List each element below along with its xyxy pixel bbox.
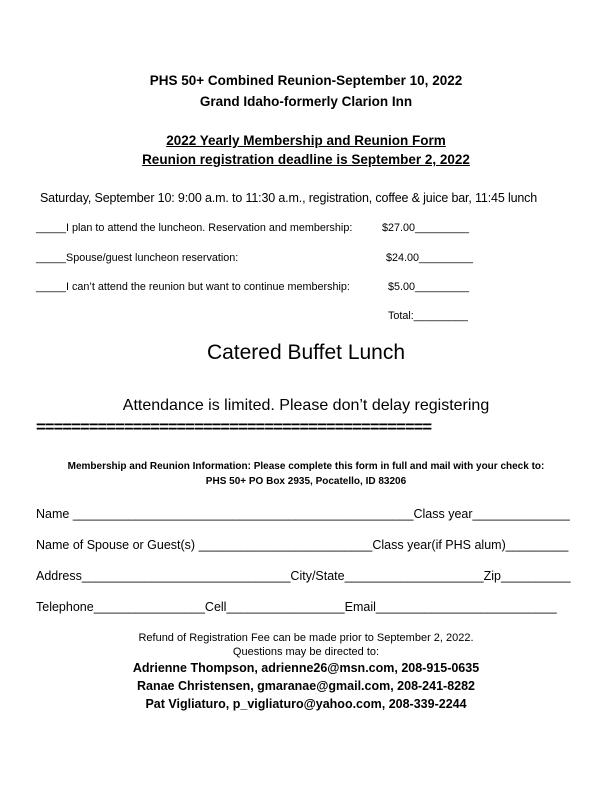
refund-note: Refund of Registration Fee can be made prior to September 2, 2022. <box>138 632 474 644</box>
mail-address: PHS 50+ PO Box 2935, Pocatello, ID 83206 <box>205 476 407 487</box>
form-title-line-1: 2022 Yearly Membership and Reunion Form <box>166 133 446 148</box>
header-line-2: Grand Idaho-formerly Clarion Inn <box>199 94 413 109</box>
contact-pat: Pat Vigliaturo, p_vigliaturo@yahoo.com, 208-339-2244 <box>145 697 467 711</box>
total-line: Total:_________ <box>388 310 468 322</box>
address-field[interactable]: Address______________________________City/State____________________Zip__________ <box>36 569 571 583</box>
divider: ============================================= <box>36 419 432 436</box>
contact-ranae: Ranae Christensen, gmaranae@gmail.com, 208-241-8282 <box>136 679 476 693</box>
spouse-guest-field[interactable]: Name of Spouse or Guest(s) _________________________Class year(if PHS alum)_________ <box>36 538 569 552</box>
contact-adrienne: Adrienne Thompson, adrienne26@msn.com, 208-915-0635 <box>132 661 480 675</box>
schedule-text: Saturday, September 10: 9:00 a.m. to 11:30 a.m., registration, coffee & juice bar, 11:45 lunch <box>40 191 538 205</box>
form-title-line-2: Reunion registration deadline is September 2, 2022 <box>142 152 470 167</box>
price-luncheon: $27.00_________ <box>382 222 470 234</box>
price-spouse-guest: $24.00_________ <box>386 252 474 264</box>
attendance-notice: Attendance is limited. Please don’t delay registering <box>122 397 490 414</box>
header-line-1: PHS 50+ Combined Reunion-September 10, 2022 <box>149 73 463 88</box>
questions-note: Questions may be directed to: <box>232 646 380 658</box>
buffet-heading: Catered Buffet Lunch <box>206 341 406 364</box>
option-spouse-guest: _____Spouse/guest luncheon reservation: <box>36 252 239 264</box>
price-membership-only: $5.00_________ <box>388 281 470 293</box>
option-membership-only: _____I can’t attend the reunion but want to continue membership: <box>36 281 350 293</box>
telephone-field[interactable]: Telephone________________Cell_________________Email__________________________ <box>36 600 557 614</box>
name-field[interactable]: Name _________________________________________________Class year______________ <box>36 507 570 521</box>
mail-info-line-1: Membership and Reunion Information: Please complete this form in full and mail with your check to: <box>67 461 545 472</box>
option-luncheon: _____I plan to attend the luncheon. Reservation and membership: <box>36 222 353 234</box>
